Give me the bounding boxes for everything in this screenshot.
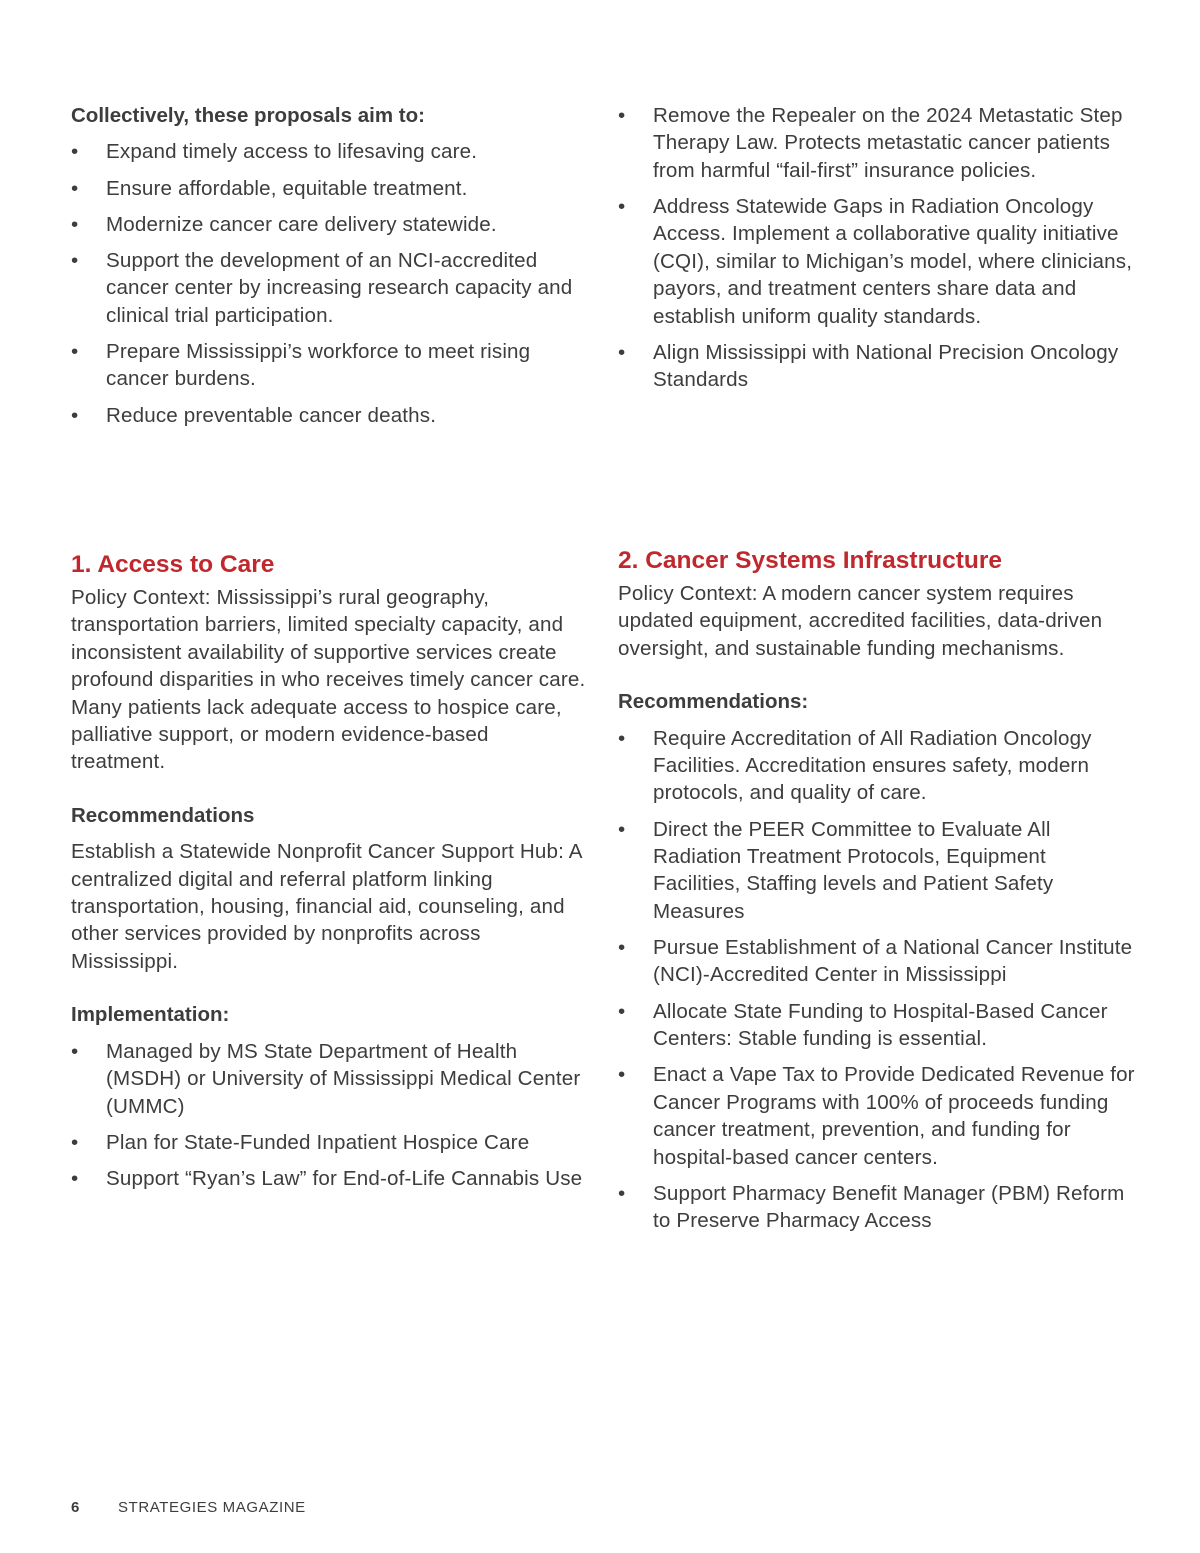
- intro-list: [71, 138, 586, 429]
- section-1-context: Policy Context: Mississippi’s rural geography, transportation barriers, limited specialty capacity, and inconsistent availability of supportive services create profound disparities in who receives timely cancer care. Many patients lack adequate access to hospice care, palliative support, or modern evidence-based treatment.: [71, 586, 586, 774]
- implementation-list: [71, 1038, 586, 1193]
- section-1-recommendation-text: Establish a Statewide Nonprofit Cancer Support Hub: A centralized digital and referral platform linking transportation, housing, financial aid, counseling, and other services provided by nonprofits across Mississippi.: [71, 840, 582, 973]
- intro-continued-section: [618, 102, 1138, 402]
- intro-section: [71, 102, 586, 438]
- list-item: • Managed by MS State Department of Health (MSDH) or University of Mississippi Medical Center (UMMC): [71, 1038, 586, 1120]
- list-item: • Allocate State Funding to Hospital-Based Cancer Centers: Stable funding is essential.: [618, 998, 1138, 1053]
- publication-name: STRATEGIES MAGAZINE: [117, 1499, 306, 1516]
- list-item: • Direct the PEER Committee to Evaluate All Radiation Treatment Protocols, Equipment Facilities, Staffing levels and Patient Safety Measures: [618, 816, 1138, 926]
- list-item: • Support the development of an NCI-accredited cancer center by increasing research capacity and clinical trial participation.: [71, 247, 586, 329]
- section-1-title: 1. Access to Care: [71, 551, 275, 578]
- access-to-care-section: [71, 550, 586, 1201]
- list-item: • Ensure affordable, equitable treatment.: [71, 175, 586, 202]
- list-item: • Plan for State-Funded Inpatient Hospice Care: [71, 1129, 586, 1156]
- list-item: • Address Statewide Gaps in Radiation Oncology Access. Implement a collaborative quality initiative (CQI), similar to Michigan’s model, where clinicians, payors, and treatment centers share data and establish uniform quality standards.: [618, 193, 1138, 330]
- list-item: • Enact a Vape Tax to Provide Dedicated Revenue for Cancer Programs with 100% of proceeds funding cancer treatment, prevention, and funding for hospital-based cancer centers.: [618, 1061, 1138, 1171]
- intro-lead: Collectively, these proposals aim to:: [71, 104, 425, 127]
- section-2-context: Policy Context: A modern cancer system requires updated equipment, accredited facilities, data-driven oversight, and sustainable funding mechanisms.: [618, 582, 1103, 660]
- list-item: • Prepare Mississippi’s workforce to meet rising cancer burdens.: [71, 338, 586, 393]
- list-item: • Require Accreditation of All Radiation Oncology Facilities. Accreditation ensures safety, modern protocols, and quality of care.: [618, 725, 1138, 807]
- section-1-recommendations-label: Recommendations: [71, 803, 255, 827]
- list-item: • Align Mississippi with National Precision Oncology Standards: [618, 339, 1138, 394]
- list-item: • Support “Ryan’s Law” for End-of-Life Cannabis Use: [71, 1165, 586, 1192]
- section-2-recommendations-list: [618, 725, 1138, 1235]
- implementation-label: Implementation:: [71, 1003, 230, 1027]
- page-footer: [71, 1497, 306, 1519]
- cancer-systems-section: [618, 546, 1138, 1243]
- list-item: • Reduce preventable cancer deaths.: [71, 402, 586, 429]
- list-item: • Support Pharmacy Benefit Manager (PBM) Reform to Preserve Pharmacy Access: [618, 1180, 1138, 1235]
- intro-continued-list: [618, 102, 1138, 394]
- list-item: • Expand timely access to lifesaving care.: [71, 138, 586, 165]
- page-number: 6: [71, 1499, 80, 1516]
- section-2-recommendations-label: Recommendations:: [618, 690, 809, 714]
- section-2-title: 2. Cancer Systems Infrastructure: [618, 547, 1002, 574]
- list-item: • Remove the Repealer on the 2024 Metastatic Step Therapy Law. Protects metastatic cancer patients from harmful “fail-first” insurance policies.: [618, 102, 1138, 184]
- list-item: • Pursue Establishment of a National Cancer Institute (NCI)-Accredited Center in Mississippi: [618, 934, 1138, 989]
- list-item: • Modernize cancer care delivery statewide.: [71, 211, 586, 238]
